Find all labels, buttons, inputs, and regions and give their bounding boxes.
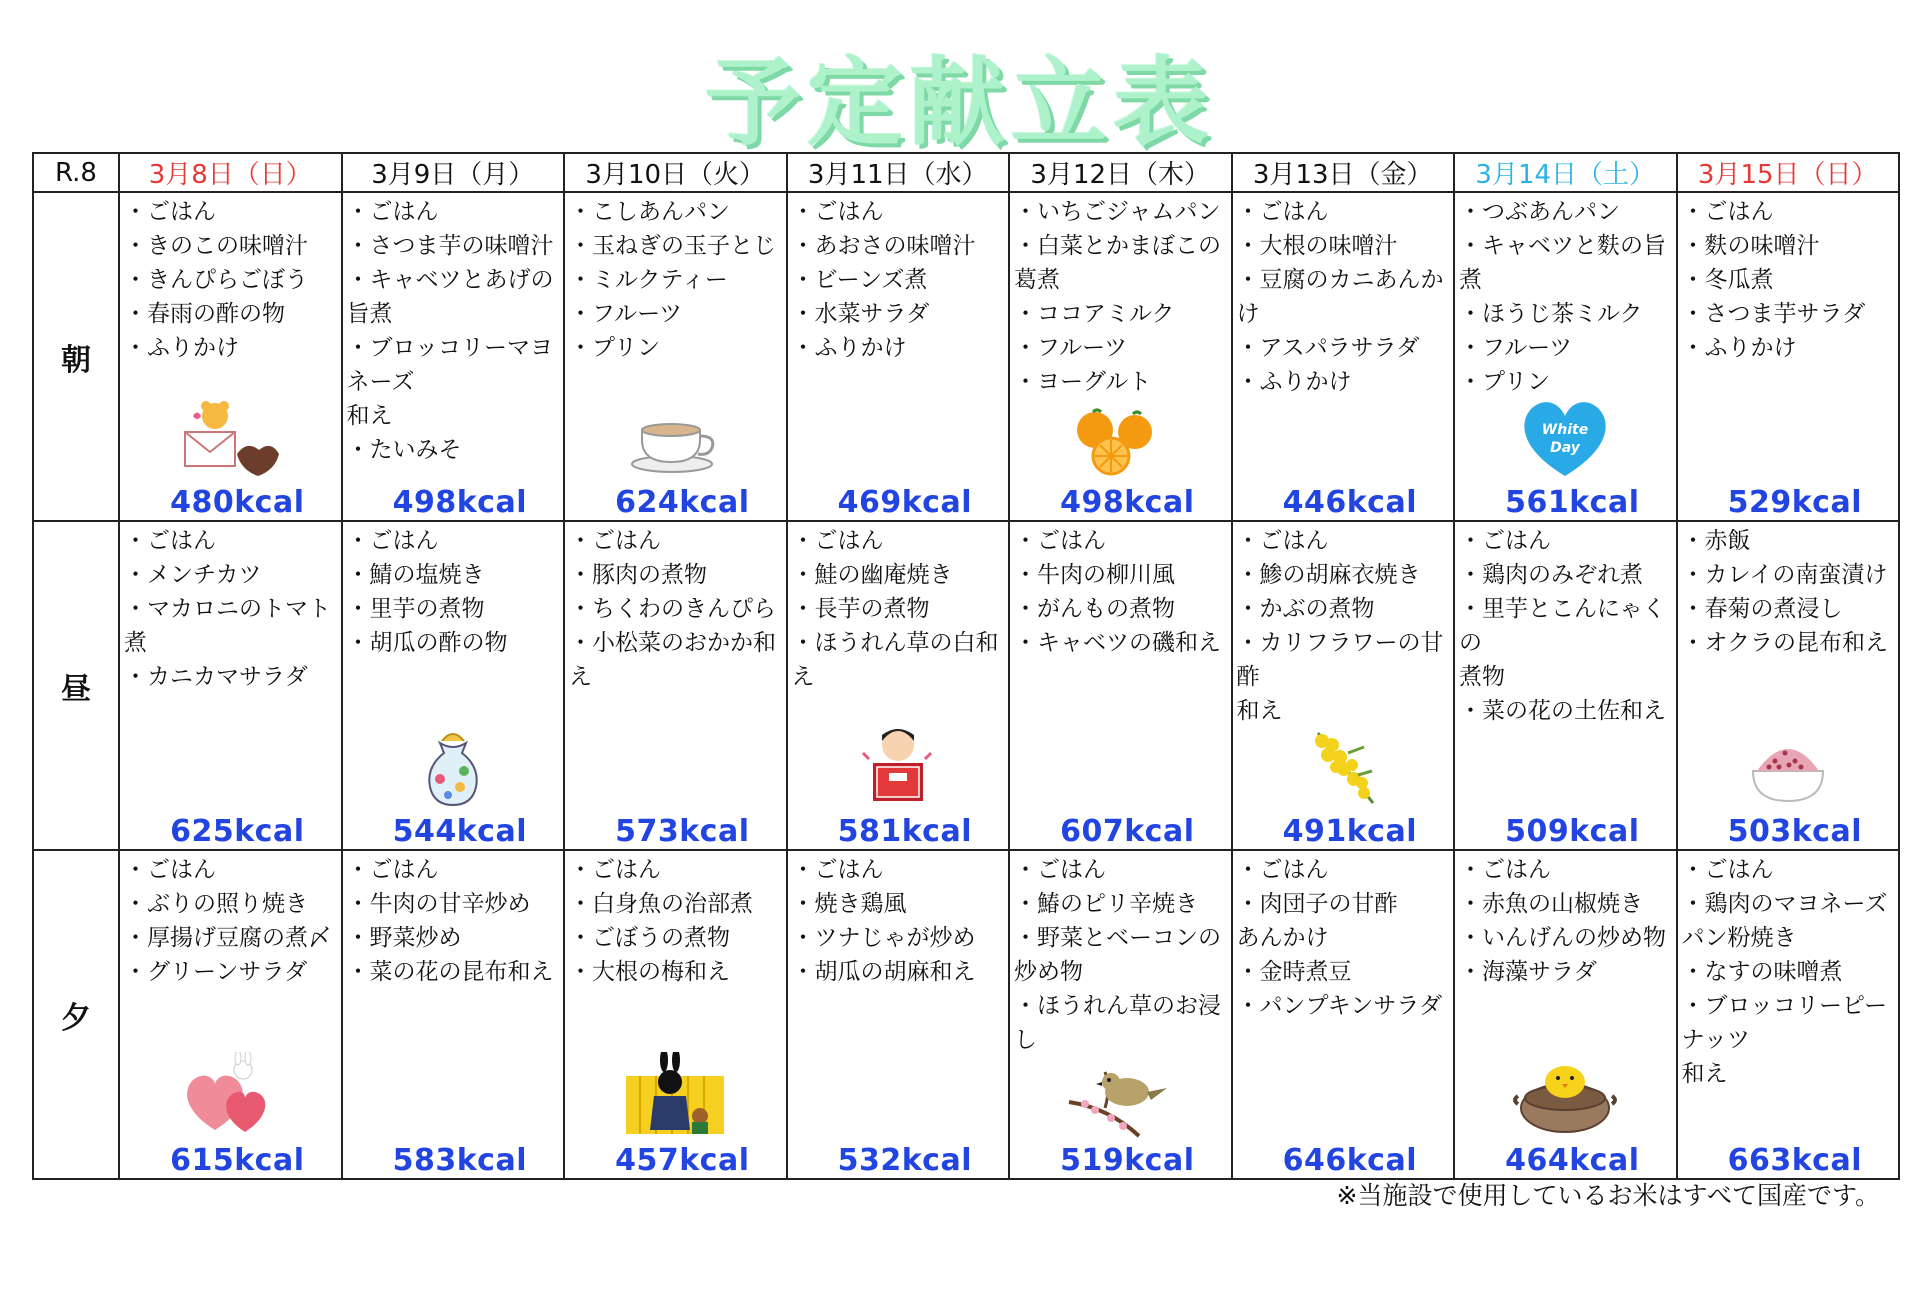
menu-cell xyxy=(1232,850,1455,1179)
menu-cell-content xyxy=(120,522,341,849)
dish-item: ・春菊の煮浸し xyxy=(1681,596,1843,622)
dish-list xyxy=(1233,851,1454,1023)
menu-cell-content xyxy=(1678,522,1899,849)
dish-item: ・キャベツとあげの 旨煮 xyxy=(346,267,554,327)
dish-item: ・ほうじ茶ミルク xyxy=(1459,301,1643,327)
dish-item: ・なすの味噌煮 xyxy=(1681,959,1843,985)
menu-cell xyxy=(119,850,342,1179)
dish-item: ・さつま芋サラダ xyxy=(1681,301,1866,327)
menu-cell-content xyxy=(1678,851,1899,1178)
meal-label: 昼 xyxy=(33,521,119,850)
dish-list xyxy=(120,193,341,365)
dish-item: ・厚揚げ豆腐の煮〆 xyxy=(124,925,331,951)
dish-item: ・胡瓜の胡麻和え xyxy=(791,959,976,985)
menu-cell-content xyxy=(1010,851,1231,1178)
dish-item: ・ごはん xyxy=(791,199,884,225)
dish-item: ・メンチカツ xyxy=(124,562,262,588)
chick-in-pot-icon xyxy=(1510,1052,1620,1138)
dish-item: ・ごはん xyxy=(1681,199,1774,225)
kcal-value: 480kcal xyxy=(170,485,305,520)
dish-item: ・白菜とかまぼこの 葛煮 xyxy=(1014,233,1221,293)
dish-item: ・ごはん xyxy=(1236,528,1329,554)
dish-item: ・カニカマサラダ xyxy=(124,664,308,690)
kcal-value: 532kcal xyxy=(837,1143,972,1178)
dish-item: ・玉ねぎの玉子とじ xyxy=(569,233,776,259)
dish-item: ・ごはん xyxy=(791,528,884,554)
candy-bag-icon xyxy=(398,723,508,809)
menu-cell-content xyxy=(788,193,1009,520)
dish-item: ・あおさの味噌汁 xyxy=(791,233,976,259)
dish-list xyxy=(343,193,564,467)
dish-item: ・ほうれん草の白和え xyxy=(791,630,999,690)
day-header: 3月14日（土） xyxy=(1454,153,1677,192)
day-header: 3月8日（日） xyxy=(119,153,342,192)
menu-cell xyxy=(564,521,787,850)
kcal-value: 469kcal xyxy=(837,485,972,520)
footnote: ※当施設で使用しているお米はすべて国産です。 xyxy=(1336,1181,1880,1210)
dish-item: ・ごはん xyxy=(1459,528,1551,554)
dish-item: ・胡瓜の酢の物 xyxy=(346,630,508,656)
dish-item: ・赤飯 xyxy=(1681,528,1751,554)
dish-item: ・カレイの南蛮漬け xyxy=(1681,562,1888,588)
dish-item: ・ごはん xyxy=(1459,857,1551,883)
menu-cell xyxy=(1677,850,1900,1179)
dish-item: ・マカロニのトマト煮 xyxy=(124,596,331,656)
dish-item: ・ごはん xyxy=(569,528,661,554)
dish-list xyxy=(1455,522,1676,728)
meal-label: 夕 xyxy=(33,850,119,1179)
dish-item: ・オクラの昆布和え xyxy=(1681,630,1889,656)
dish-item: ・白身魚の治部煮 xyxy=(569,891,753,917)
dish-item: ・ごはん xyxy=(1236,199,1329,225)
kcal-value: 503kcal xyxy=(1727,814,1862,849)
menu-cell xyxy=(119,521,342,850)
dish-list xyxy=(1455,851,1676,989)
menu-cell xyxy=(1677,521,1900,850)
dish-item: ・菜の花の土佐和え xyxy=(1459,698,1666,724)
era-label: R.8 xyxy=(33,153,119,192)
day-header: 3月10日（火） xyxy=(564,153,787,192)
dish-item: ・ごはん xyxy=(1014,857,1106,883)
dish-item: ・ほうれん草のお浸し xyxy=(1014,993,1221,1053)
dish-item: ・ごはん xyxy=(346,857,439,883)
day-header: 3月13日（金） xyxy=(1232,153,1455,192)
dish-list xyxy=(120,522,341,694)
dish-list xyxy=(1233,522,1454,728)
dish-item: ・ごはん xyxy=(1236,857,1329,883)
kcal-value: 646kcal xyxy=(1282,1143,1417,1178)
dish-list xyxy=(343,851,564,989)
dish-item: ・金時煮豆 xyxy=(1236,959,1352,985)
menu-cell xyxy=(342,850,565,1179)
header-row xyxy=(33,153,1899,192)
menu-cell-content xyxy=(565,193,786,520)
dish-item: ・赤魚の山椒焼き xyxy=(1459,891,1643,917)
dish-item: ・ぶりの照り焼き xyxy=(124,891,308,917)
dish-item: ・麩の味噌汁 xyxy=(1681,233,1820,259)
menu-cell-content xyxy=(343,851,564,1178)
dish-item: ・フルーツ xyxy=(569,301,683,327)
menu-cell xyxy=(119,192,342,521)
svg-text:White: White xyxy=(1542,422,1589,438)
reading-boy-icon xyxy=(843,723,953,809)
kcal-value: 519kcal xyxy=(1060,1143,1195,1178)
dish-item: ・フルーツ xyxy=(1459,335,1573,361)
dish-item: ・長芋の煮物 xyxy=(791,596,930,622)
bird-on-plum-branch-icon xyxy=(1065,1052,1175,1138)
kcal-value: 624kcal xyxy=(615,485,750,520)
dish-item: ・里芋の煮物 xyxy=(346,596,485,622)
menu-cell xyxy=(1677,192,1900,521)
dish-item: ・野菜とベーコンの 炒め物 xyxy=(1014,925,1221,985)
kcal-value: 446kcal xyxy=(1282,485,1417,520)
dish-item: ・プリン xyxy=(1459,369,1551,395)
svg-text:Day: Day xyxy=(1550,440,1581,456)
dish-list xyxy=(1678,522,1899,660)
menu-cell xyxy=(787,521,1010,850)
page-title: 予定献立表 xyxy=(705,47,1215,159)
dish-item: ・ブロッコリーピーナッツ 和え xyxy=(1681,993,1888,1087)
dish-item: ・キャベツの磯和え xyxy=(1014,630,1221,656)
dish-item: ・牛肉の柳川風 xyxy=(1014,562,1175,588)
dish-item: ・カリフラワーの甘酢 和え xyxy=(1236,630,1444,724)
kcal-value: 509kcal xyxy=(1505,814,1640,849)
dish-item: ・ココアミルク xyxy=(1014,301,1175,327)
dish-item: ・ふりかけ xyxy=(1236,369,1352,395)
dish-item: ・がんもの煮物 xyxy=(1014,596,1175,622)
dish-item: ・パンプキンサラダ xyxy=(1236,993,1443,1019)
dish-item: ・ミルクティー xyxy=(569,267,728,293)
menu-cell-content xyxy=(788,522,1009,849)
dish-item: ・グリーンサラダ xyxy=(124,959,308,985)
dish-item: ・さつま芋の味噌汁 xyxy=(346,233,554,259)
rakugo-rabbit-icon xyxy=(620,1052,730,1138)
dish-item: ・ごはん xyxy=(346,528,439,554)
menu-table xyxy=(32,152,1900,1180)
dish-list xyxy=(788,851,1009,989)
dish-item: ・ヨーグルト xyxy=(1014,369,1152,395)
kcal-value: 581kcal xyxy=(837,814,972,849)
dish-list xyxy=(1678,851,1899,1091)
kcal-value: 625kcal xyxy=(170,814,305,849)
dish-item: ・鯵の胡麻衣焼き xyxy=(1236,562,1421,588)
dish-item: ・ふりかけ xyxy=(1681,335,1797,361)
dish-item: ・鮭の幽庵焼き xyxy=(791,562,953,588)
dish-item: ・ふりかけ xyxy=(791,335,907,361)
kcal-value: 464kcal xyxy=(1505,1143,1640,1178)
dish-item: ・ごはん xyxy=(346,199,439,225)
meal-row xyxy=(33,521,1899,850)
dish-item: ・かぶの煮物 xyxy=(1236,596,1375,622)
menu-cell-content xyxy=(565,851,786,1178)
kcal-value: 615kcal xyxy=(170,1143,305,1178)
dish-item: ・ごぼうの煮物 xyxy=(569,925,730,951)
dish-item: ・ふりかけ xyxy=(124,335,239,361)
dish-item: ・野菜炒め xyxy=(346,925,462,951)
menu-cell xyxy=(564,850,787,1179)
menu-cell xyxy=(1454,192,1677,521)
menu-cell xyxy=(1232,192,1455,521)
day-header: 3月12日（木） xyxy=(1009,153,1232,192)
menu-cell-content xyxy=(1233,522,1454,849)
menu-cell-content xyxy=(343,193,564,520)
kcal-value: 529kcal xyxy=(1727,485,1862,520)
sekihan-bowl-icon xyxy=(1733,723,1843,809)
meal-row xyxy=(33,192,1899,521)
menu-cell xyxy=(342,521,565,850)
day-header: 3月9日（月） xyxy=(342,153,565,192)
dish-item: ・牛肉の甘辛炒め xyxy=(346,891,531,917)
menu-cell-content xyxy=(120,193,341,520)
day-header: 3月11日（水） xyxy=(787,153,1010,192)
dish-item: ・ごはん xyxy=(1681,857,1774,883)
kcal-value: 498kcal xyxy=(1060,485,1195,520)
dish-list xyxy=(788,193,1009,365)
menu-cell-content xyxy=(1455,522,1676,849)
menu-cell xyxy=(787,850,1010,1179)
dish-item: ・大根の梅和え xyxy=(569,959,730,985)
menu-cell-content xyxy=(1455,193,1676,520)
dish-item: ・いんげんの炒め物 xyxy=(1459,925,1666,951)
dish-list xyxy=(565,851,786,989)
menu-cell xyxy=(1454,521,1677,850)
dish-list xyxy=(565,193,786,365)
menu-cell xyxy=(564,192,787,521)
dish-list xyxy=(1455,193,1676,399)
dish-item: ・ごはん xyxy=(124,199,216,225)
kcal-value: 583kcal xyxy=(392,1143,527,1178)
dish-item: ・ビーンズ煮 xyxy=(791,267,928,293)
menu-cell-content xyxy=(1010,193,1231,520)
dish-list xyxy=(1010,522,1231,660)
dish-item: ・フルーツ xyxy=(1014,335,1128,361)
dish-item: ・小松菜のおかか和え xyxy=(569,630,776,690)
dish-list xyxy=(343,522,564,660)
menu-cell xyxy=(342,192,565,521)
dish-item: ・きんぴらごぼう xyxy=(124,267,308,293)
oranges-icon xyxy=(1065,394,1175,480)
dish-item: ・ごはん xyxy=(124,528,216,554)
dish-item: ・いちごジャムパン xyxy=(1014,199,1221,225)
day-header: 3月15日（日） xyxy=(1677,153,1900,192)
dish-item: ・肉団子の甘酢 あんかけ xyxy=(1236,891,1398,951)
dish-item: ・ツナじゃが炒め xyxy=(791,925,976,951)
dish-item: ・こしあんパン xyxy=(569,199,730,225)
kcal-value: 544kcal xyxy=(392,814,527,849)
dish-item: ・ちくわのきんぴら xyxy=(569,596,776,622)
dish-item: ・鶏肉のみぞれ煮 xyxy=(1459,562,1643,588)
love-letter-icon xyxy=(175,394,285,480)
menu-cell xyxy=(1009,850,1232,1179)
menu-cell-content xyxy=(1678,193,1899,520)
menu-cell xyxy=(1009,521,1232,850)
kcal-value: 663kcal xyxy=(1727,1143,1862,1178)
dish-item: ・プリン xyxy=(569,335,661,361)
dish-item: ・豚肉の煮物 xyxy=(569,562,707,588)
dish-list xyxy=(788,522,1009,694)
dish-item: ・ごはん xyxy=(124,857,216,883)
dish-list xyxy=(1010,193,1231,399)
dish-item: ・水菜サラダ xyxy=(791,301,930,327)
dish-item: ・鶏肉のマヨネーズ パン粉焼き xyxy=(1681,891,1888,951)
dish-item: ・焼き鶏風 xyxy=(791,891,907,917)
menu-cell-content xyxy=(120,851,341,1178)
kcal-value: 561kcal xyxy=(1505,485,1640,520)
dish-list xyxy=(1678,193,1899,365)
menu-cell-content xyxy=(1233,851,1454,1178)
dish-item: ・ブロッコリーマヨネーズ 和え xyxy=(346,335,554,429)
menu-cell-content xyxy=(565,522,786,849)
dish-item: ・里芋とこんにゃくの 煮物 xyxy=(1459,596,1666,690)
menu-cell-content xyxy=(1455,851,1676,1178)
kcal-value: 607kcal xyxy=(1060,814,1195,849)
dish-item: ・アスパラサラダ xyxy=(1236,335,1420,361)
menu-cell-content xyxy=(788,851,1009,1178)
menu-cell xyxy=(787,192,1010,521)
dish-item: ・ごはん xyxy=(791,857,884,883)
dish-item: ・豆腐のカニあんかけ xyxy=(1236,267,1444,327)
dish-item: ・海藻サラダ xyxy=(1459,959,1597,985)
menu-cell-content xyxy=(1233,193,1454,520)
menu-body xyxy=(33,192,1899,1179)
dish-item: ・たいみそ xyxy=(346,437,462,463)
menu-cell-content xyxy=(343,522,564,849)
kcal-value: 573kcal xyxy=(615,814,750,849)
meal-row xyxy=(33,850,1899,1179)
menu-cell-content xyxy=(1010,522,1231,849)
hearts-bunny-icon xyxy=(175,1052,285,1138)
dish-item: ・ごはん xyxy=(1014,528,1106,554)
dish-item: ・きのこの味噌汁 xyxy=(124,233,308,259)
dish-item: ・春雨の酢の物 xyxy=(124,301,285,327)
kcal-value: 457kcal xyxy=(615,1143,750,1178)
dish-item: ・菜の花の昆布和え xyxy=(346,959,554,985)
mimosa-flower-icon xyxy=(1288,723,1398,809)
menu-cell xyxy=(1454,850,1677,1179)
meal-label: 朝 xyxy=(33,192,119,521)
kcal-value: 498kcal xyxy=(392,485,527,520)
dish-list xyxy=(1010,851,1231,1057)
dish-item: ・キャベツと麩の旨煮 xyxy=(1459,233,1666,293)
white-day-heart-icon xyxy=(1510,394,1620,480)
dish-list xyxy=(1233,193,1454,399)
tea-cup-icon xyxy=(620,394,730,480)
dish-item: ・鰆のピリ辛焼き xyxy=(1014,891,1198,917)
menu-cell xyxy=(1009,192,1232,521)
dish-item: ・大根の味噌汁 xyxy=(1236,233,1398,259)
dish-item: ・鯖の塩焼き xyxy=(346,562,485,588)
menu-cell xyxy=(1232,521,1455,850)
dish-item: ・つぶあんパン xyxy=(1459,199,1620,225)
dish-list xyxy=(565,522,786,694)
dish-list xyxy=(120,851,341,989)
dish-item: ・ごはん xyxy=(569,857,661,883)
kcal-value: 491kcal xyxy=(1282,814,1417,849)
dish-item: ・冬瓜煮 xyxy=(1681,267,1774,293)
